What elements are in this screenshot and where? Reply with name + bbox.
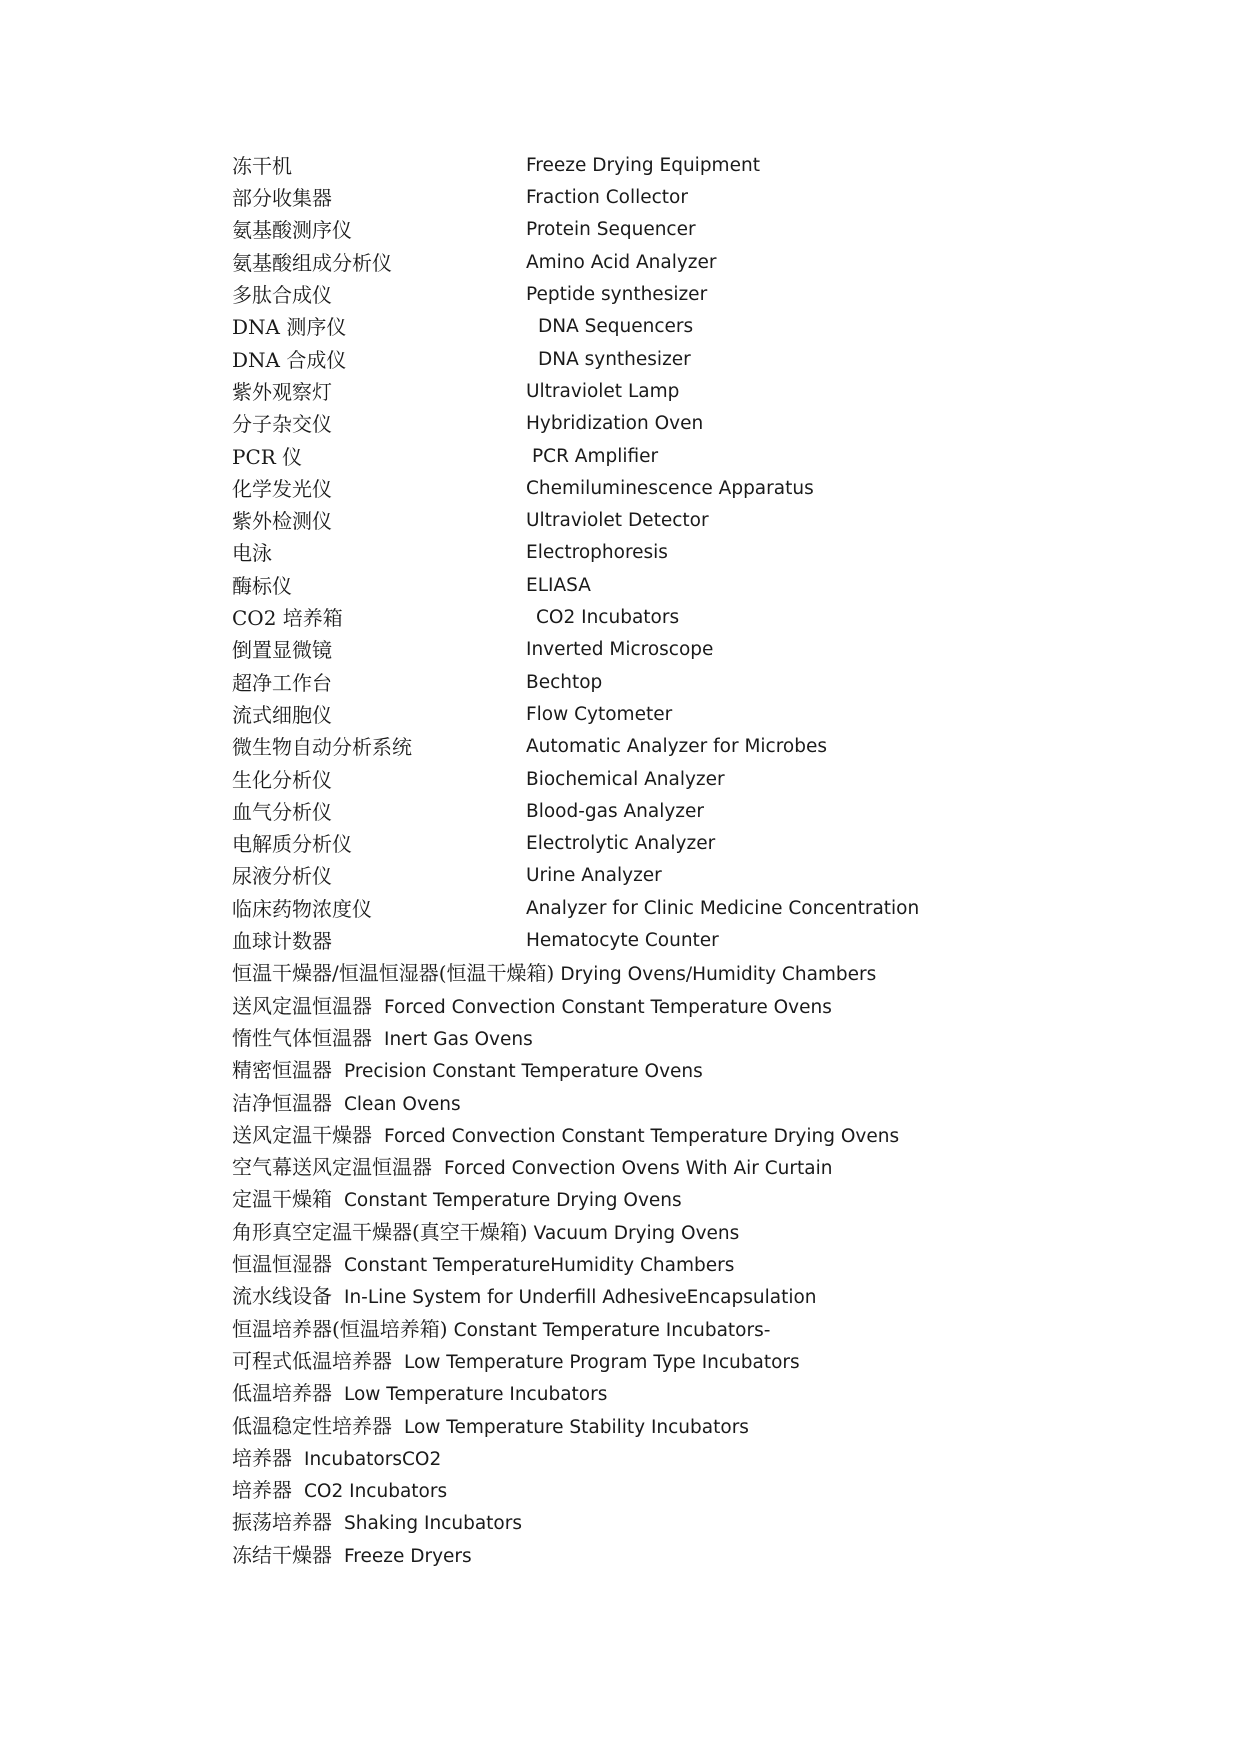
inline-term-row xyxy=(232,1054,1132,1086)
english-term: Constant Temperature Incubators- xyxy=(453,1320,771,1341)
glossary-row xyxy=(232,699,1132,731)
glossary-row xyxy=(232,893,1132,925)
glossary-row xyxy=(232,731,1132,763)
english-term: Freeze Drying Equipment xyxy=(526,155,760,176)
english-term: Hematocyte Counter xyxy=(526,930,719,951)
glossary-row xyxy=(232,408,1132,440)
english-term: Low Temperature Stability Incubators xyxy=(404,1417,749,1438)
english-term: Biochemical Analyzer xyxy=(526,769,725,790)
english-term: Blood-gas Analyzer xyxy=(526,801,704,822)
inline-term-row xyxy=(232,1313,1132,1345)
inline-term-row xyxy=(232,1280,1132,1312)
english-term: Precision Constant Temperature Ovens xyxy=(344,1061,703,1082)
english-term: Forced Convection Ovens With Air Curtain xyxy=(444,1158,833,1179)
chinese-term: 超净工作台 xyxy=(232,671,332,695)
chinese-term: 部分收集器 xyxy=(232,186,332,210)
chinese-term: 培养器 xyxy=(232,1446,292,1470)
chinese-term: 电泳 xyxy=(232,541,272,565)
glossary-row xyxy=(232,311,1132,343)
glossary-row xyxy=(232,214,1132,246)
chinese-term: 微生物自动分析系统 xyxy=(232,735,412,759)
chinese-term: 空气幕送风定温恒温器 xyxy=(232,1155,432,1179)
chinese-term: 酶标仪 xyxy=(232,574,292,598)
chinese-term: DNA 测序仪 xyxy=(232,315,347,339)
chinese-term: 临床药物浓度仪 xyxy=(232,897,372,921)
english-term: Hybridization Oven xyxy=(526,413,704,434)
inline-term-row xyxy=(232,1377,1132,1409)
inline-term-row xyxy=(232,1474,1132,1506)
glossary-row xyxy=(232,441,1132,473)
chinese-term: 尿液分析仪 xyxy=(232,864,332,888)
inline-term-row xyxy=(232,1345,1132,1377)
english-term: Clean Ovens xyxy=(344,1094,461,1115)
chinese-term: 流水线设备 xyxy=(232,1284,332,1308)
english-term: Inverted Microscope xyxy=(526,639,714,660)
english-term: Low Temperature Incubators xyxy=(344,1384,608,1405)
inline-term-row xyxy=(232,990,1132,1022)
english-term: Forced Convection Constant Temperature Drying Ovens xyxy=(384,1126,900,1147)
chinese-term: 振荡培养器 xyxy=(232,1510,332,1534)
glossary-row xyxy=(232,570,1132,602)
glossary-row xyxy=(232,150,1132,182)
inline-term-row xyxy=(232,1539,1132,1571)
chinese-term: CO2 培养箱 xyxy=(232,606,343,630)
english-term: Ultraviolet Lamp xyxy=(526,381,680,402)
english-term: IncubatorsCO2 xyxy=(304,1449,442,1470)
chinese-term: 角形真空定温干燥器(真空干燥箱) xyxy=(232,1220,528,1244)
inline-term-row xyxy=(232,1410,1132,1442)
english-term: PCR Amplifier xyxy=(532,446,659,467)
english-term: Fraction Collector xyxy=(526,187,688,208)
chinese-term: 恒温干燥器/恒温恒湿器(恒温干燥箱) xyxy=(232,961,555,985)
chinese-term: 可程式低温培养器 xyxy=(232,1349,392,1373)
glossary-row xyxy=(232,537,1132,569)
english-term: Bechtop xyxy=(526,672,603,693)
inline-term-row xyxy=(232,1183,1132,1215)
english-term: ELIASA xyxy=(526,575,591,596)
english-term: DNA synthesizer xyxy=(538,349,691,370)
english-term: Amino Acid Analyzer xyxy=(526,252,717,273)
english-term: CO2 Incubators xyxy=(536,607,680,628)
glossary-row xyxy=(232,279,1132,311)
inline-term-row xyxy=(232,1248,1132,1280)
chinese-term: 洁净恒温器 xyxy=(232,1091,332,1115)
glossary-row xyxy=(232,828,1132,860)
english-term: Urine Analyzer xyxy=(526,865,662,886)
chinese-term: 电解质分析仪 xyxy=(232,832,352,856)
inline-term-row xyxy=(232,1087,1132,1119)
chinese-term: 恒温恒湿器 xyxy=(232,1252,332,1276)
english-term: Protein Sequencer xyxy=(526,219,696,240)
chinese-term: 低温培养器 xyxy=(232,1381,332,1405)
glossary-row xyxy=(232,764,1132,796)
glossary-row xyxy=(232,925,1132,957)
chinese-term: 冻结干燥器 xyxy=(232,1543,332,1567)
english-term: Drying Ovens/Humidity Chambers xyxy=(560,964,877,985)
english-term: Automatic Analyzer for Microbes xyxy=(526,736,828,757)
chinese-term: 冻干机 xyxy=(232,154,292,178)
glossary-row xyxy=(232,505,1132,537)
english-term: Vacuum Drying Ovens xyxy=(533,1223,740,1244)
chinese-term: 精密恒温器 xyxy=(232,1058,332,1082)
english-term: Chemiluminescence Apparatus xyxy=(526,478,814,499)
inline-term-row xyxy=(232,1119,1132,1151)
glossary-row xyxy=(232,182,1132,214)
glossary-row xyxy=(232,376,1132,408)
chinese-term: 生化分析仪 xyxy=(232,768,332,792)
english-term: Inert Gas Ovens xyxy=(384,1029,533,1050)
english-term: CO2 Incubators xyxy=(304,1481,448,1502)
english-term: In-Line System for Underfill AdhesiveEncapsulation xyxy=(344,1287,817,1308)
glossary-row xyxy=(232,860,1132,892)
chinese-term: 倒置显微镜 xyxy=(232,638,332,662)
chinese-term: 紫外检测仪 xyxy=(232,509,332,533)
english-term: Electrolytic Analyzer xyxy=(526,833,716,854)
chinese-term: 氨基酸组成分析仪 xyxy=(232,251,392,275)
english-term: Shaking Incubators xyxy=(344,1513,522,1534)
chinese-term: 惰性气体恒温器 xyxy=(232,1026,372,1050)
english-term: Forced Convection Constant Temperature Ovens xyxy=(384,997,832,1018)
inline-term-row xyxy=(232,1442,1132,1474)
chinese-term: 流式细胞仪 xyxy=(232,703,332,727)
chinese-term: 血气分析仪 xyxy=(232,800,332,824)
inline-term-row xyxy=(232,1216,1132,1248)
chinese-term: 紫外观察灯 xyxy=(232,380,332,404)
chinese-term: 化学发光仪 xyxy=(232,477,332,501)
chinese-term: DNA 合成仪 xyxy=(232,348,347,372)
english-term: Peptide synthesizer xyxy=(526,284,708,305)
english-term: Freeze Dryers xyxy=(344,1546,472,1567)
english-term: Constant TemperatureHumidity Chambers xyxy=(344,1255,735,1276)
english-term: Flow Cytometer xyxy=(526,704,673,725)
chinese-term: 氨基酸测序仪 xyxy=(232,218,352,242)
glossary-row xyxy=(232,796,1132,828)
chinese-term: 低温稳定性培养器 xyxy=(232,1414,392,1438)
chinese-term: PCR 仪 xyxy=(232,445,303,469)
glossary-row xyxy=(232,344,1132,376)
inline-term-row xyxy=(232,957,1132,989)
chinese-term: 送风定温恒温器 xyxy=(232,994,372,1018)
glossary-row xyxy=(232,473,1132,505)
chinese-term: 培养器 xyxy=(232,1478,292,1502)
inline-term-row xyxy=(232,1151,1132,1183)
english-term: DNA Sequencers xyxy=(538,316,694,337)
english-term: Constant Temperature Drying Ovens xyxy=(344,1190,682,1211)
glossary-row xyxy=(232,602,1132,634)
glossary-row xyxy=(232,247,1132,279)
glossary-row xyxy=(232,634,1132,666)
chinese-term: 血球计数器 xyxy=(232,929,332,953)
chinese-term: 分子杂交仪 xyxy=(232,412,332,436)
inline-term-row xyxy=(232,1022,1132,1054)
chinese-term: 定温干燥箱 xyxy=(232,1187,332,1211)
english-term: Low Temperature Program Type Incubators xyxy=(404,1352,800,1373)
inline-term-row xyxy=(232,1506,1132,1538)
glossary-row xyxy=(232,667,1132,699)
chinese-term: 恒温培养器(恒温培养箱) xyxy=(232,1317,448,1341)
english-term: Electrophoresis xyxy=(526,542,668,563)
english-term: Ultraviolet Detector xyxy=(526,510,709,531)
chinese-term: 送风定温干燥器 xyxy=(232,1123,372,1147)
chinese-term: 多肽合成仪 xyxy=(232,283,332,307)
english-term: Analyzer for Clinic Medicine Concentration xyxy=(526,898,920,919)
